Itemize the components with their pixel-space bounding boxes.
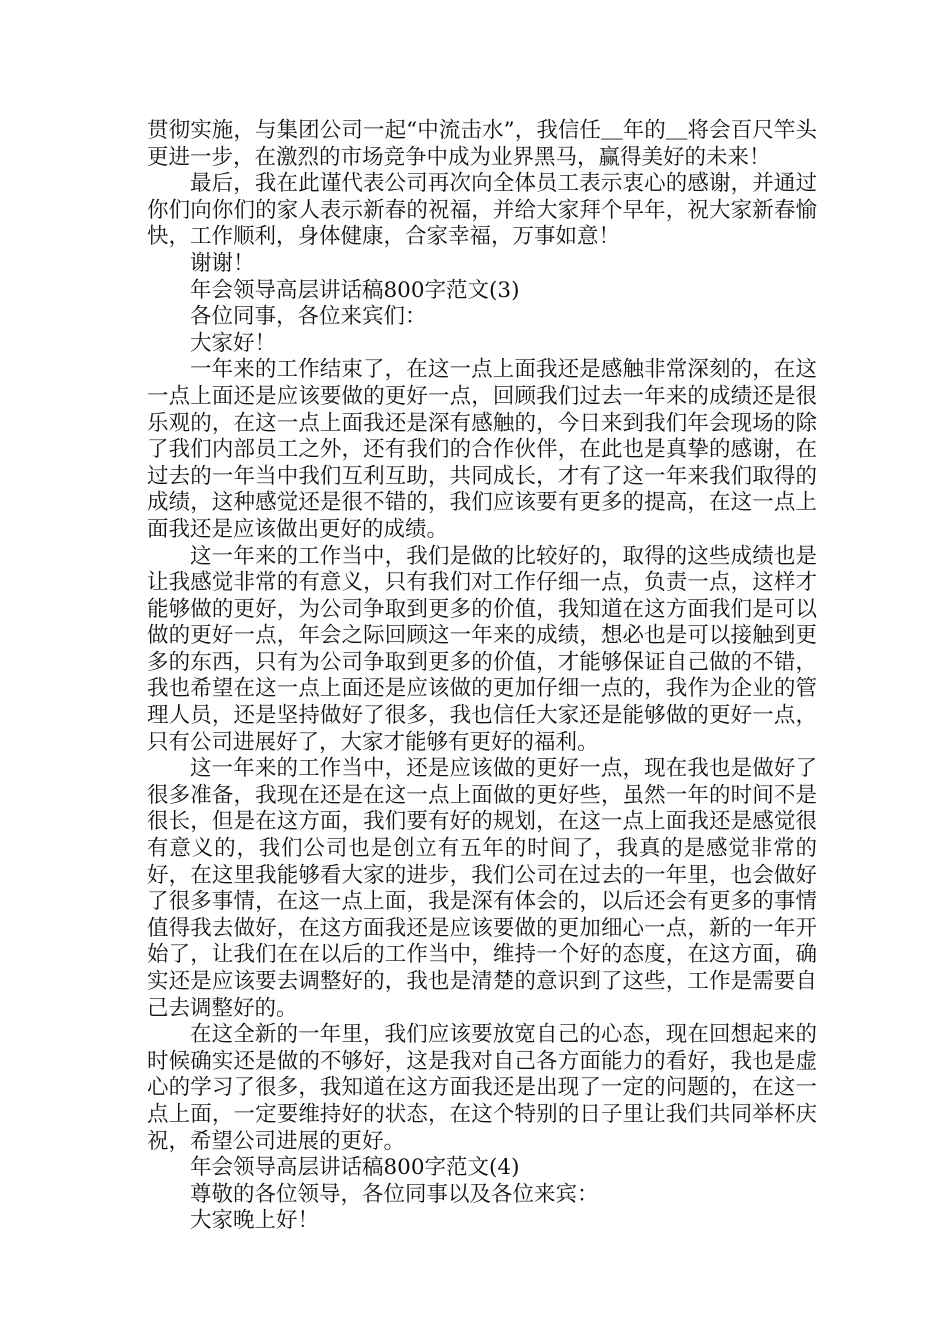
document-page	[147, 118, 817, 1235]
section-4-greeting: 大家晚上好！	[190, 1208, 320, 1234]
closing-paragraph: 最后，我在此谨代表公司再次向全体员工表示衷心的感谢，并通过你们向你们的家人表示新春的祝福，并给大家拜个早年，祝大家新春愉快，工作顺利，身体健康，合家幸福，万事如意！	[147, 171, 817, 250]
section-4-title: 年会领导高层讲话稿800字范文(4)	[190, 1155, 520, 1181]
section-3-title: 年会领导高层讲话稿800字范文(3)	[190, 277, 520, 303]
section-3-paragraph: 这一年来的工作当中，我们是做的比较好的，取得的这些成绩也是让我感觉非常的有意义，只有我们对工作仔细一点，负责一点，这样才能够做的更好，为公司争取到更多的价值，我知道在这方面我们是可以做的更好一点，年会之际回顾这一年来的成绩，想必也是可以接触到更多的东西，只有为公司争取到更多的价值，才能够保证自己做的不错，我也希望在这一点上面还是应该做的更加仔细一点的，我作为企业的管理人员，还是坚持做好了很多，我也信任大家还是能够做的更好一点，只有公司进展好了，大家才能够有更好的福利。	[147, 543, 817, 755]
section-3-salutation: 各位同事，各位来宾们：	[190, 304, 427, 330]
section-3-paragraph: 在这全新的一年里，我们应该要放宽自己的心态，现在回想起来的时候确实还是做的不够好，这是我对自己各方面能力的看好，我也是虚心的学习了很多，我知道在这方面我还是出现了一定的问题的，在这一点上面，一定要维持好的状态，在这个特别的日子里让我们共同举杯庆祝，希望公司进展的更好。	[147, 1022, 817, 1154]
section-3-paragraph: 这一年来的工作当中，还是应该做的更好一点，现在我也是做好了很多准备，我现在还是在这一点上面做的更好些，虽然一年的时间不是很长，但是在这方面，我们要有好的规划，在这一点上面我还是感觉很有意义的，我们公司也是创立有五年的时间了，我真的是感觉非常的好，在这里我能够看大家的进步，我们公司在过去的一年里，也会做好了很多事情，在这一点上面，我是深有体会的，以后还会有更多的事情值得我去做好，在这方面我还是应该要做的更加细心一点，新的一年开始了，让我们在在以后的工作当中，维持一个好的态度，在这方面，确实还是应该要去调整好的，我也是清楚的意识到了这些，工作是需要自己去调整好的。	[147, 756, 817, 1021]
continued-paragraph: 贯彻实施，与集团公司一起“中流击水”，我信任＿年的＿将会百尺竿头更进一步，在激烈的市场竞争中成为业界黑马，赢得美好的未来！	[147, 118, 817, 170]
section-4-salutation: 尊敬的各位领导，各位同事以及各位来宾：	[190, 1181, 599, 1207]
section-3-greeting: 大家好！	[190, 330, 277, 356]
thanks-line: 谢谢！	[190, 250, 255, 276]
section-3-paragraph: 一年来的工作结束了，在这一点上面我还是感触非常深刻的，在这一点上面还是应该要做的更好一点，回顾我们过去一年来的成绩还是很乐观的，在这一点上面我还是深有感触的，今日来到我们年会现场的除了我们内部员工之外，还有我们的合作伙伴，在此也是真挚的感谢，在过去的一年当中我们互利互助，共同成长，才有了这一年来我们取得的成绩，这种感觉还是很不错的，我们应该要有更多的提高，在这一点上面我还是应该做出更好的成绩。	[147, 357, 817, 542]
